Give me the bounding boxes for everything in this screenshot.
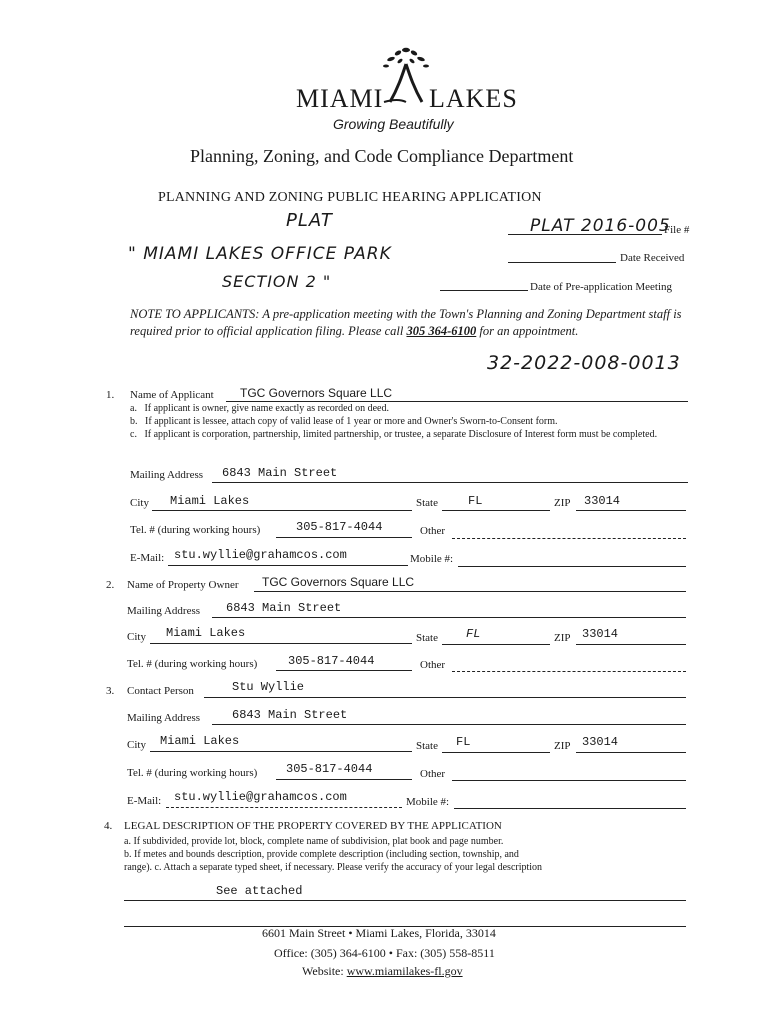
handwritten-folio: 32-2022-008-0013 (487, 352, 681, 374)
s3-state-label: State (416, 740, 438, 752)
note-text: NOTE TO APPLICANTS: A pre-application meeting with the Town's Planning and Zoning Department staff is required prior to official application filing. Please call (130, 307, 682, 338)
contact-person-label: Contact Person (127, 685, 194, 697)
s3-zip-value[interactable]: 33014 (582, 735, 619, 749)
note-to-applicants (130, 306, 692, 340)
s1-zip-line (576, 510, 686, 511)
s3-mailing-line (212, 724, 686, 725)
legal-description-line-c: range). c. Attach a separate typed sheet, if necessary. Please verify the accuracy of your legal description (124, 862, 543, 873)
s1-tel-label: Tel. # (during working hours) (130, 524, 261, 536)
footer-phone-fax: Office: (305) 364-6100 • Fax: (305) 558-8511 (274, 946, 495, 960)
applicant-note-b: b. If applicant is lessee, attach copy of valid lease of 1 year or more and Owner's Sworn-to-Consent form. (130, 416, 558, 427)
s3-city-value[interactable]: Miami Lakes (160, 734, 240, 748)
department-title: Planning, Zoning, and Code Compliance Department (190, 146, 574, 166)
applicant-name-label: Name of Applicant (130, 389, 214, 401)
legal-description-line-a: a. If subdivided, provide lot, block, complete name of subdivision, plat book and page number. (124, 836, 504, 847)
s2-mailing-line (212, 617, 686, 618)
logo-text-left: MIAMI (296, 84, 384, 113)
s1-mailing-label: Mailing Address (130, 469, 204, 481)
contact-person-line (204, 697, 686, 698)
applicant-note-c: c. If applicant is corporation, partnership, limited partnership, or trustee, a separate Disclosure of Interest form must be completed. (130, 429, 658, 440)
s3-other-label: Other (420, 768, 446, 780)
s1-mailing-line (212, 482, 688, 483)
s2-city-label: City (127, 631, 146, 643)
pre-app-date-label: Date of Pre-application Meeting (530, 281, 673, 293)
footer-website-row (302, 964, 463, 979)
s2-mailing-value[interactable]: 6843 Main Street (226, 601, 342, 615)
owner-name-value[interactable]: TGC Governors Square LLC (262, 575, 415, 589)
s3-zip-label: ZIP (554, 740, 571, 752)
s3-state-line (442, 752, 550, 753)
s2-city-value[interactable]: Miami Lakes (166, 626, 246, 640)
s3-state-value[interactable]: FL (456, 735, 471, 749)
s2-state-value[interactable]: FL (466, 627, 481, 641)
s2-mailing-label: Mailing Address (127, 605, 201, 617)
note-phone[interactable]: 305 364-6100 (406, 324, 477, 338)
s1-city-label: City (130, 497, 149, 509)
palm-tree-icon (378, 44, 434, 106)
s2-other-label: Other (420, 659, 446, 671)
section-2-number: 2. (106, 579, 115, 591)
s3-tel-value[interactable]: 305-817-4044 (286, 762, 373, 776)
legal-description-line (124, 900, 686, 901)
date-received-line (508, 262, 616, 263)
s3-tel-label: Tel. # (during working hours) (127, 767, 258, 779)
applicant-name-line (226, 401, 688, 402)
s2-tel-label: Tel. # (during working hours) (127, 658, 258, 670)
s2-tel-line (276, 670, 412, 671)
s3-tel-line (276, 779, 412, 780)
handwritten-plat: PLAT (286, 210, 333, 231)
s2-zip-line (576, 644, 686, 645)
s2-other-line (452, 671, 686, 672)
pre-app-date-line (440, 290, 528, 291)
tagline: Growing Beautifully (333, 116, 454, 132)
owner-name-line (254, 591, 686, 592)
handwritten-file-number: PLAT 2016-005 (530, 216, 671, 236)
s2-zip-value[interactable]: 33014 (582, 627, 619, 641)
s3-mobile-label: Mobile #: (406, 796, 450, 808)
section-1-number: 1. (106, 389, 115, 401)
file-number-label: File # (664, 224, 690, 236)
owner-name-label: Name of Property Owner (127, 579, 239, 591)
s3-email-label: E-Mail: (127, 795, 162, 807)
s3-mailing-label: Mailing Address (127, 712, 201, 724)
s3-email-line (166, 807, 402, 808)
s1-city-line (152, 510, 412, 511)
s1-city-value[interactable]: Miami Lakes (170, 494, 250, 508)
section-4-number: 4. (104, 820, 113, 832)
s3-zip-line (576, 752, 686, 753)
form-title: PLANNING AND ZONING PUBLIC HEARING APPLICATION (158, 190, 542, 205)
s3-email-value[interactable]: stu.wyllie@grahamcos.com (174, 790, 347, 804)
logo-text-right: LAKES (429, 84, 518, 113)
note-text-end: for an appointment. (476, 324, 579, 338)
logo (296, 44, 518, 114)
s3-city-line (150, 751, 412, 752)
s1-state-label: State (416, 497, 438, 509)
s1-state-value[interactable]: FL (468, 494, 483, 508)
s3-mobile-line (454, 808, 686, 809)
s1-email-label: E-Mail: (130, 552, 165, 564)
s1-mobile-line (458, 566, 686, 567)
section-3-number: 3. (106, 685, 115, 697)
footer-website-label: Website: (302, 964, 347, 978)
s2-zip-label: ZIP (554, 632, 571, 644)
s2-state-label: State (416, 632, 438, 644)
footer-address: 6601 Main Street • Miami Lakes, Florida, 33014 (262, 926, 496, 940)
s2-tel-value[interactable]: 305-817-4044 (288, 654, 375, 668)
s3-mailing-value[interactable]: 6843 Main Street (232, 708, 348, 722)
s3-city-label: City (127, 739, 146, 751)
legal-description-line-b: b. If metes and bounds description, provide complete description (including section, township, and (124, 849, 519, 860)
s1-state-line (442, 510, 550, 511)
s1-tel-value[interactable]: 305-817-4044 (296, 520, 383, 534)
s2-city-line (150, 643, 412, 644)
handwritten-project-name-line1: " MIAMI LAKES OFFICE PARK (128, 244, 392, 264)
s1-zip-value[interactable]: 33014 (584, 494, 621, 508)
s2-state-line (442, 644, 550, 645)
contact-person-value[interactable]: Stu Wyllie (232, 680, 305, 694)
handwritten-project-name-line2: SECTION 2 " (222, 272, 332, 291)
s1-other-line (452, 538, 686, 539)
s1-email-value[interactable]: stu.wyllie@grahamcos.com (174, 548, 347, 562)
s1-other-label: Other (420, 525, 446, 537)
s3-other-line (452, 780, 686, 781)
s1-mailing-value[interactable]: 6843 Main Street (222, 466, 338, 480)
s1-tel-line (276, 537, 412, 538)
file-number-line (508, 234, 662, 235)
s1-mobile-label: Mobile #: (410, 553, 454, 565)
applicant-name-value[interactable]: TGC Governors Square LLC (240, 386, 393, 400)
s1-zip-label: ZIP (554, 497, 571, 509)
applicant-note-a: a. If applicant is owner, give name exactly as recorded on deed. (130, 403, 389, 414)
footer-website-link[interactable]: www.miamilakes-fl.gov (346, 964, 463, 978)
date-received-label: Date Received (620, 252, 685, 264)
legal-description-value[interactable]: See attached (216, 884, 303, 898)
legal-description-title: LEGAL DESCRIPTION OF THE PROPERTY COVERED BY THE APPLICATION (124, 820, 502, 832)
s1-email-line (168, 565, 408, 566)
